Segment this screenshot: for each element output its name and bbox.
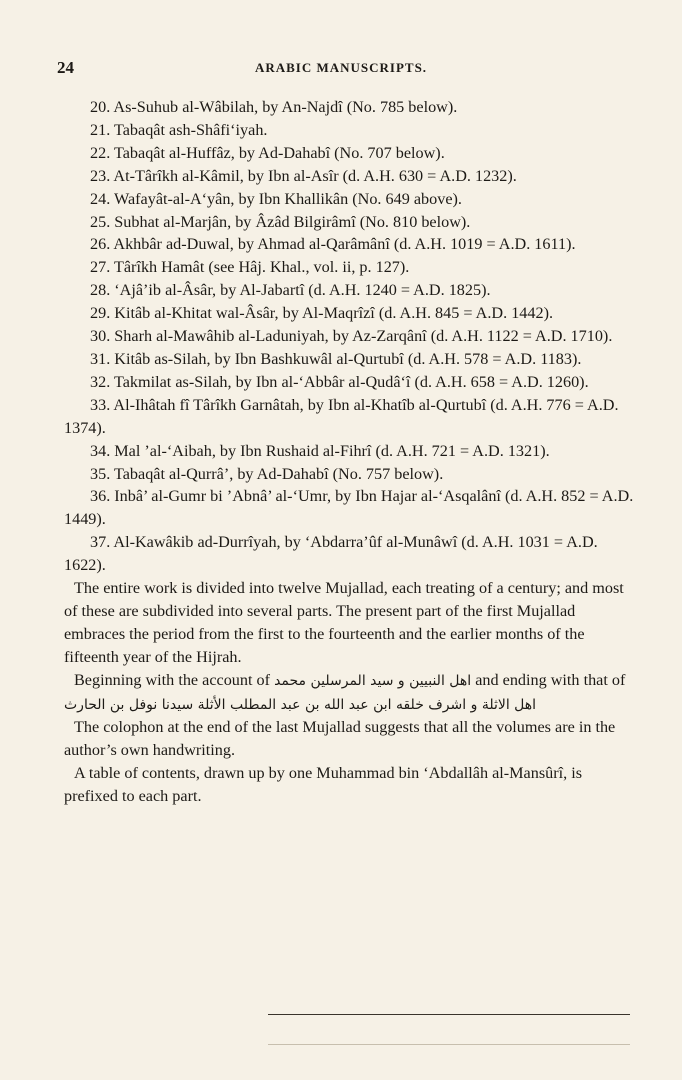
entry: 20. As-Suhub al-Wâbilah, by An-Najdî (No. 785 below). — [90, 98, 458, 116]
show-through-rule — [268, 1044, 630, 1045]
page-body — [64, 96, 636, 808]
ending-text: and ending with that of — [475, 670, 626, 689]
page-number: 24 — [57, 58, 74, 77]
entry: 24. Wafayât-al-A‘yân, by Ibn Khallikân (No. 649 above). — [90, 189, 462, 208]
entry: 26. Akhbâr ad-Duwal, by Ahmad al-Qarâmânî (d. A.H. 1019 = A.D. 1611). — [90, 235, 576, 254]
entry: 31. Kitâb as-Silah, by Ibn Bashkuwâl al-Qurtubî (d. A.H. 578 = A.D. 1183). — [90, 349, 582, 368]
entry: 36. Inbâ’ al-Gumr bi ’Abnâ’ al-‘Umr, by Ibn Hajar al-‘Asqalânî (d. A.H. 852 = A.D. 1449). — [64, 487, 634, 529]
entry: 29. Kitâb al-Khitat wal-Âsâr, by Al-Maqrîzî (d. A.H. 845 = A.D. 1442). — [90, 304, 554, 323]
entry: 27. Târîkh Hamât (see Hâj. Khal., vol. ii, p. 127). — [90, 258, 410, 277]
entry: 35. Tabaqât al-Qurrâ’, by Ad-Dahabî (No. 757 below). — [90, 464, 444, 483]
entry: 21. Tabaqât ash-Shâfi‘iyah. — [90, 120, 268, 139]
paragraph-work-structure: The entire work is divided into twelve Mujallad, each treating of a century; and most of these are subdivided into several parts. The present part of the first Mujallad embraces the period from the first to the fourteenth and the earlier months of the fifteenth year of the Hijrah. — [64, 579, 624, 666]
entry: 30. Sharh al-Mawâhib al-Laduniyah, by Az-Zarqânî (d. A.H. 1122 = A.D. 1710). — [90, 327, 613, 346]
arabic-beginning-phrase: اهل النبيين و سيد المرسلين محمد — [274, 672, 472, 689]
entry: 33. Al-Ihâtah fî Târîkh Garnâtah, by Ibn al-Khatîb al-Qurtubî (d. A.H. 776 = A.D. 1374). — [64, 395, 619, 437]
entry: 25. Subhat al-Marjân, by Âzâd Bilgirâmî (No. 810 below). — [90, 212, 471, 231]
entry: 34. Mal ’al-‘Aibah, by Ibn Rushaid al-Fihrî (d. A.H. 721 = A.D. 1321). — [90, 441, 550, 460]
entry: 22. Tabaqât al-Huffâz, by Ad-Dahabî (No. 707 below). — [90, 143, 445, 162]
entry: 23. At-Târîkh al-Kâmil, by Ibn al-Asîr (d. A.H. 630 = A.D. 1232). — [90, 166, 517, 185]
entry: 28. ‘Ajâ’ib al-Âsâr, by Al-Jabartî (d. A.H. 1240 = A.D. 1825). — [90, 281, 491, 300]
entry: 37. Al-Kawâkib ad-Durrîyah, by ‘Abdarra’ûf al-Munâwî (d. A.H. 1031 = A.D. 1622). — [64, 533, 598, 575]
arabic-ending-phrase: اهل الاثلة و اشرف خلقه ابن عبد الله بن عبد المطلب الأثلة سيدنا نوفل بن الحارث — [64, 696, 537, 713]
paragraph-colophon: The colophon at the end of the last Mujallad suggests that all the volumes are in the author’s own handwriting. — [64, 718, 616, 760]
entry: 32. Takmilat as-Silah, by Ibn al-‘Abbâr al-Qudâ‘î (d. A.H. 658 = A.D. 1260). — [90, 372, 589, 391]
paragraph-table-of-contents: A table of contents, drawn up by one Muhammad bin ‘Abdallâh al-Mansûrî, is prefixed to each part. — [64, 764, 583, 806]
beginning-text: Beginning with the account of — [74, 670, 271, 689]
running-title: ARABIC MANUSCRIPTS. — [254, 60, 428, 75]
paragraph-beginning-ending — [64, 669, 636, 717]
footer-rule — [268, 1014, 630, 1015]
